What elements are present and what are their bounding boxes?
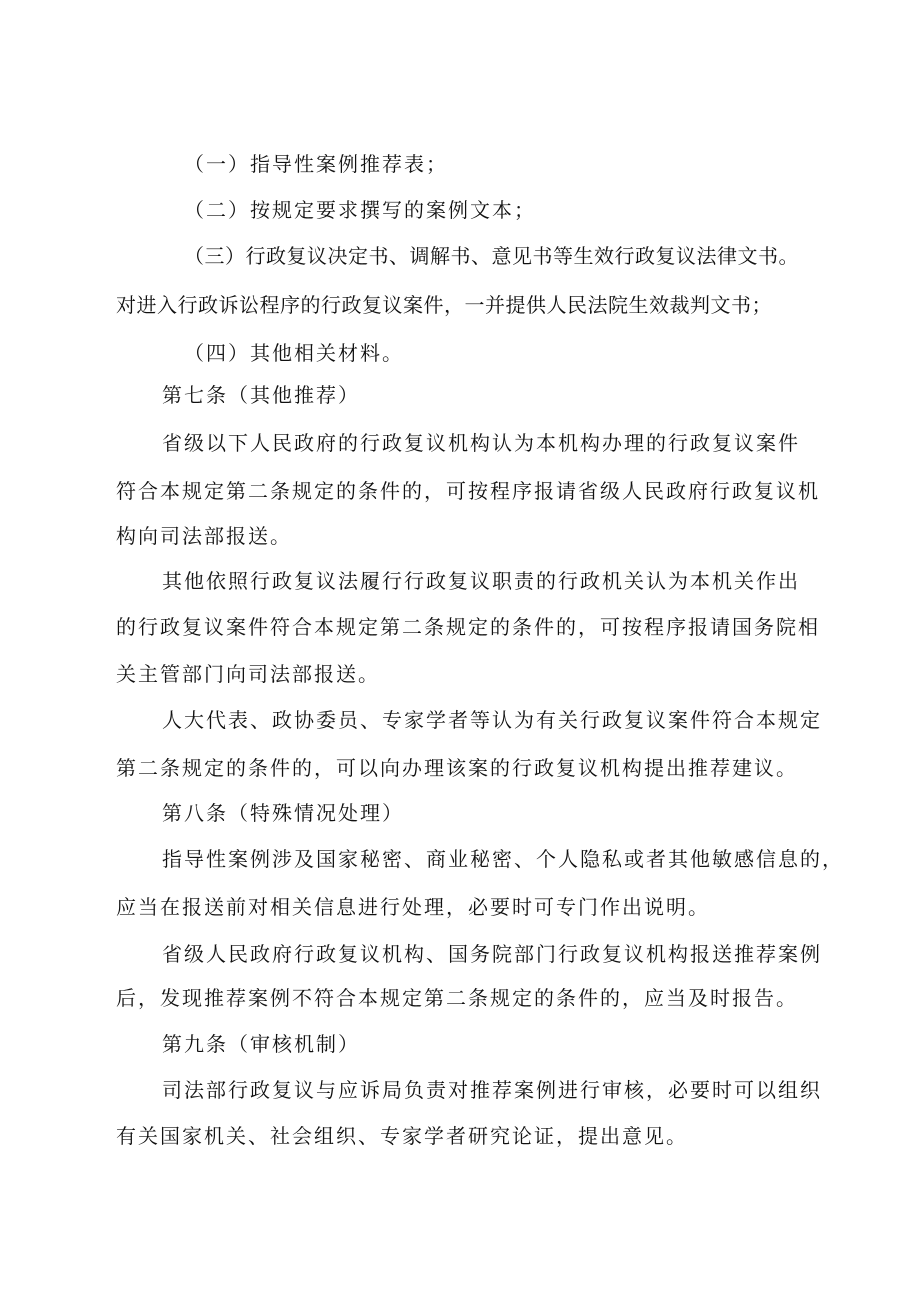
article-7-p2-line1: 其他依照行政复议法履行行政复议职责的行政机关认为本机关作出 bbox=[162, 569, 800, 593]
article-7-heading: 第七条（其他推荐） bbox=[162, 383, 360, 407]
article-9-p1-line1: 司法部行政复议与应诉局负责对推荐案例进行审核，必要时可以组织 bbox=[162, 1078, 822, 1102]
article-9-heading: 第九条（审核机制） bbox=[162, 1032, 360, 1056]
list-item-3: （三）行政复议决定书、调解书、意见书等生效行政复议法律文书。 bbox=[184, 244, 799, 268]
article-7-p1-line1: 省级以下人民政府的行政复议机构认为本机构办理的行政复议案件 bbox=[162, 431, 800, 455]
article-7-p3-line2: 第二条规定的条件的，可以向办理该案的行政复议机构提出推荐建议。 bbox=[116, 756, 798, 780]
list-item-1: （一）指导性案例推荐表； bbox=[184, 152, 448, 176]
article-7-p2-line2: 的行政复议案件符合本规定第二条规定的条件的，可按程序报请国务院相 bbox=[116, 615, 820, 639]
article-8-p2-line2: 后，发现推荐案例不符合本规定第二条规定的条件的，应当及时报告。 bbox=[116, 986, 798, 1010]
article-9-p1-line2: 有关国家机关、社会组织、专家学者研究论证，提出意见。 bbox=[116, 1124, 688, 1148]
article-7-p1-line3: 构向司法部报送。 bbox=[116, 524, 292, 548]
article-8-p1-line2: 应当在报送前对相关信息进行处理，必要时可专门作出说明。 bbox=[116, 895, 710, 919]
article-7-p1-line2: 符合本规定第二条规定的条件的，可按程序报请省级人民政府行政复议机 bbox=[116, 479, 820, 503]
article-7-p3-line1: 人大代表、政协委员、专家学者等认为有关行政复议案件符合本规定 bbox=[162, 708, 822, 732]
article-7-p2-line3: 关主管部门向司法部报送。 bbox=[116, 662, 380, 686]
list-item-3-continuation: 对进入行政诉讼程序的行政复议案件，一并提供人民法院生效裁判文书； bbox=[116, 293, 772, 317]
list-item-4: （四）其他相关材料。 bbox=[184, 341, 404, 365]
list-item-2: （二）按规定要求撰写的案例文本； bbox=[184, 198, 536, 222]
article-8-heading: 第八条（特殊情况处理） bbox=[162, 801, 404, 825]
article-8-p2-line1: 省级人民政府行政复议机构、国务院部门行政复议机构报送推荐案例 bbox=[162, 942, 822, 966]
article-8-p1-line1: 指导性案例涉及国家秘密、商业秘密、个人隐私或者其他敏感信息的， bbox=[162, 847, 844, 871]
